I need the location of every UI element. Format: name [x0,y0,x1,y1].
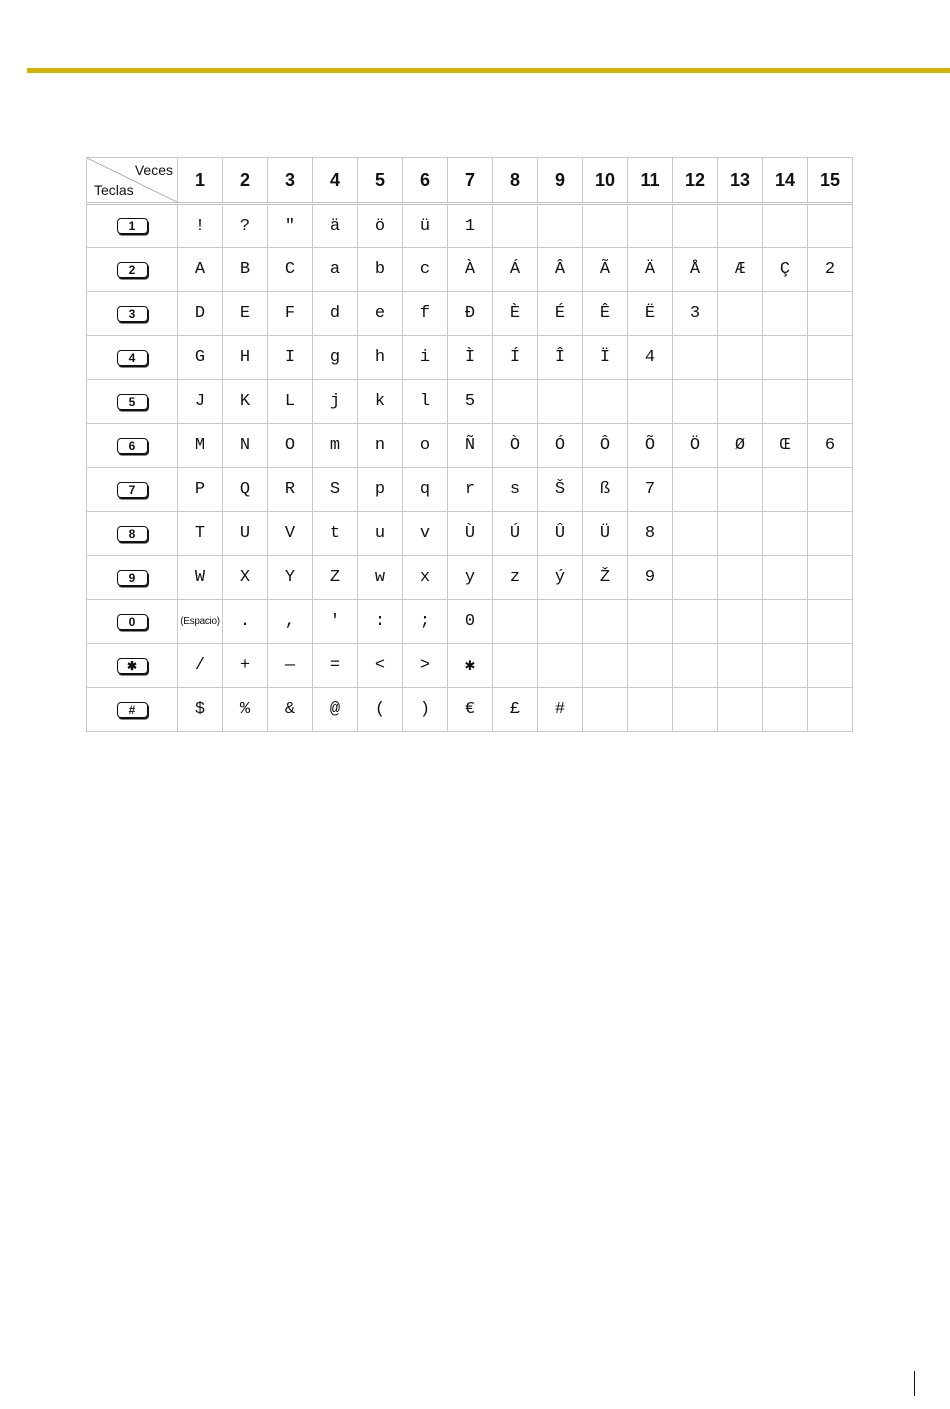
char-cell: ß [583,468,628,512]
char-cell: Õ [628,424,673,468]
table-row [87,292,853,336]
char-cell: K [223,380,268,424]
char-cell: S [313,468,358,512]
column-header-8: 8 [493,158,538,204]
char-cell [673,556,718,600]
char-cell [808,556,853,600]
char-cell [718,556,763,600]
char-cell: D [178,292,223,336]
char-cell: Î [538,336,583,380]
page-edge-marker [914,1371,915,1396]
char-cell: m [313,424,358,468]
char-cell: % [223,688,268,732]
char-cell: Ê [583,292,628,336]
dial-key-icon: 1 [117,218,148,234]
char-cell: È [493,292,538,336]
char-cell: 3 [673,292,718,336]
char-cell [673,336,718,380]
char-cell [763,600,808,644]
key-cell [87,248,178,292]
char-cell [673,644,718,688]
char-cell: u [358,512,403,556]
char-cell: 0 [448,600,493,644]
char-cell: Ï [583,336,628,380]
table-row [87,424,853,468]
char-cell [673,468,718,512]
table-row [87,468,853,512]
table-row [87,336,853,380]
char-cell: & [268,688,313,732]
char-cell: + [223,644,268,688]
char-cell: Ä [628,248,673,292]
table-row [87,688,853,732]
char-cell: Ö [673,424,718,468]
keys-label: Teclas [94,182,134,198]
char-cell: Æ [718,248,763,292]
dial-key-icon: 0 [117,614,148,630]
char-cell [763,468,808,512]
char-cell [763,688,808,732]
dial-key-icon: 9 [117,570,148,586]
char-cell: ' [313,600,358,644]
char-cell: I [268,336,313,380]
char-cell: f [403,292,448,336]
char-cell: ü [403,204,448,248]
char-cell: U [223,512,268,556]
char-cell [808,204,853,248]
table-row [87,380,853,424]
char-cell: A [178,248,223,292]
char-cell: q [403,468,448,512]
dial-key-icon: 2 [117,262,148,278]
char-cell: 2 [808,248,853,292]
char-cell [673,600,718,644]
char-cell [493,600,538,644]
char-cell: F [268,292,313,336]
char-cell [808,644,853,688]
char-cell: ( [358,688,403,732]
char-cell [718,336,763,380]
char-cell: Å [673,248,718,292]
dial-key-icon: 7 [117,482,148,498]
char-cell: y [448,556,493,600]
char-cell: B [223,248,268,292]
char-cell: Ô [583,424,628,468]
key-cell [87,512,178,556]
char-cell: Ì [448,336,493,380]
char-cell [628,380,673,424]
char-cell: v [403,512,448,556]
char-cell: P [178,468,223,512]
key-cell [87,468,178,512]
char-cell: # [538,688,583,732]
times-label: Veces [134,162,173,178]
char-cell: i [403,336,448,380]
char-cell: a [313,248,358,292]
char-cell [583,600,628,644]
char-cell [763,512,808,556]
char-cell: Û [538,512,583,556]
char-cell: , [268,600,313,644]
char-cell [763,380,808,424]
char-cell: 1 [448,204,493,248]
column-header-4: 4 [313,158,358,204]
dial-key-icon: ✱ [117,658,148,674]
char-cell [628,204,673,248]
char-cell: Œ [763,424,808,468]
char-cell: Í [493,336,538,380]
char-cell: Ã [583,248,628,292]
char-cell [628,688,673,732]
char-cell: 8 [628,512,673,556]
table-row [87,556,853,600]
char-cell [808,468,853,512]
char-cell: j [313,380,358,424]
table-row [87,512,853,556]
char-cell: o [403,424,448,468]
char-cell [808,512,853,556]
char-cell: ä [313,204,358,248]
char-cell [583,644,628,688]
key-cell [87,688,178,732]
char-cell: g [313,336,358,380]
char-cell [673,512,718,556]
char-cell [808,380,853,424]
column-header-14: 14 [763,158,808,204]
char-cell: C [268,248,313,292]
char-cell: Q [223,468,268,512]
char-cell: 6 [808,424,853,468]
char-cell: r [448,468,493,512]
char-cell: ✱ [448,644,493,688]
char-cell: N [223,424,268,468]
column-header-3: 3 [268,158,313,204]
key-cell [87,292,178,336]
char-cell [628,600,673,644]
table-row [87,204,853,248]
char-cell: w [358,556,403,600]
char-cell: ) [403,688,448,732]
table-row [87,600,853,644]
char-cell [673,688,718,732]
char-cell: ; [403,600,448,644]
char-cell [718,600,763,644]
table-corner-cell [87,158,178,204]
char-cell [538,380,583,424]
char-cell: V [268,512,313,556]
char-cell [718,292,763,336]
char-cell: d [313,292,358,336]
char-cell: Ò [493,424,538,468]
char-cell [763,292,808,336]
header-accent-bar [27,68,950,73]
char-cell: ý [538,556,583,600]
column-header-10: 10 [583,158,628,204]
char-cell [493,644,538,688]
char-cell: Y [268,556,313,600]
char-cell: s [493,468,538,512]
char-cell: ? [223,204,268,248]
char-cell: M [178,424,223,468]
key-cell [87,204,178,248]
char-cell [493,380,538,424]
column-header-6: 6 [403,158,448,204]
key-cell [87,424,178,468]
char-cell: À [448,248,493,292]
char-cell: 5 [448,380,493,424]
char-cell: O [268,424,313,468]
char-cell: J [178,380,223,424]
character-entry-table [86,157,853,732]
char-cell: < [358,644,403,688]
column-header-1: 1 [178,158,223,204]
char-cell [718,380,763,424]
char-cell: $ [178,688,223,732]
char-cell: T [178,512,223,556]
dial-key-icon: 5 [117,394,148,410]
char-cell: Ñ [448,424,493,468]
char-cell: @ [313,688,358,732]
char-cell: L [268,380,313,424]
key-cell [87,600,178,644]
char-cell [718,644,763,688]
char-cell [628,644,673,688]
column-header-7: 7 [448,158,493,204]
char-cell: l [403,380,448,424]
char-cell [763,644,808,688]
char-cell [718,512,763,556]
column-header-11: 11 [628,158,673,204]
key-cell [87,380,178,424]
char-cell: R [268,468,313,512]
char-cell [808,600,853,644]
column-header-12: 12 [673,158,718,204]
char-cell: £ [493,688,538,732]
char-cell: Ø [718,424,763,468]
char-cell [718,468,763,512]
char-cell: Â [538,248,583,292]
char-cell: : [358,600,403,644]
char-cell: Đ [448,292,493,336]
table-body [87,204,853,732]
dial-key-icon: # [117,702,148,718]
char-cell: h [358,336,403,380]
char-cell: Ü [583,512,628,556]
char-cell: p [358,468,403,512]
char-cell: Ù [448,512,493,556]
char-cell [583,204,628,248]
char-cell [583,380,628,424]
char-cell: e [358,292,403,336]
dial-key-icon: 3 [117,306,148,322]
char-cell: t [313,512,358,556]
char-cell: Ç [763,248,808,292]
dial-key-icon: 6 [117,438,148,454]
key-cell [87,556,178,600]
char-cell [808,336,853,380]
char-cell [538,600,583,644]
char-cell [538,204,583,248]
dial-key-icon: 4 [117,350,148,366]
char-cell: . [223,600,268,644]
char-cell [583,688,628,732]
char-cell: Ú [493,512,538,556]
char-cell: É [538,292,583,336]
key-cell [87,336,178,380]
char-cell: 9 [628,556,673,600]
char-cell: / [178,644,223,688]
char-cell [763,204,808,248]
char-cell: Ë [628,292,673,336]
column-header-13: 13 [718,158,763,204]
char-cell [673,204,718,248]
column-header-9: 9 [538,158,583,204]
char-cell: — [268,644,313,688]
char-cell: ! [178,204,223,248]
char-cell: 4 [628,336,673,380]
char-cell [808,688,853,732]
char-cell: b [358,248,403,292]
char-cell [493,204,538,248]
column-header-15: 15 [808,158,853,204]
dial-key-icon: 8 [117,526,148,542]
char-cell [718,688,763,732]
char-cell: " [268,204,313,248]
char-cell: X [223,556,268,600]
char-cell [538,644,583,688]
char-cell: € [448,688,493,732]
char-cell: E [223,292,268,336]
char-cell: k [358,380,403,424]
column-header-2: 2 [223,158,268,204]
char-cell: H [223,336,268,380]
key-cell [87,644,178,688]
char-cell: Š [538,468,583,512]
char-cell [808,292,853,336]
char-cell: Z [313,556,358,600]
char-cell [763,336,808,380]
char-cell: x [403,556,448,600]
char-cell: ö [358,204,403,248]
char-cell [673,380,718,424]
char-cell: (Espacio) [178,600,223,644]
char-cell: Á [493,248,538,292]
column-header-5: 5 [358,158,403,204]
char-cell: W [178,556,223,600]
table-row [87,248,853,292]
char-cell: n [358,424,403,468]
char-cell: > [403,644,448,688]
char-cell: G [178,336,223,380]
table-header-row [87,158,853,204]
char-cell: = [313,644,358,688]
char-cell: Ó [538,424,583,468]
char-cell: z [493,556,538,600]
char-cell: c [403,248,448,292]
table-row [87,644,853,688]
char-cell: 7 [628,468,673,512]
char-cell [718,204,763,248]
char-cell: Ž [583,556,628,600]
char-cell [763,556,808,600]
